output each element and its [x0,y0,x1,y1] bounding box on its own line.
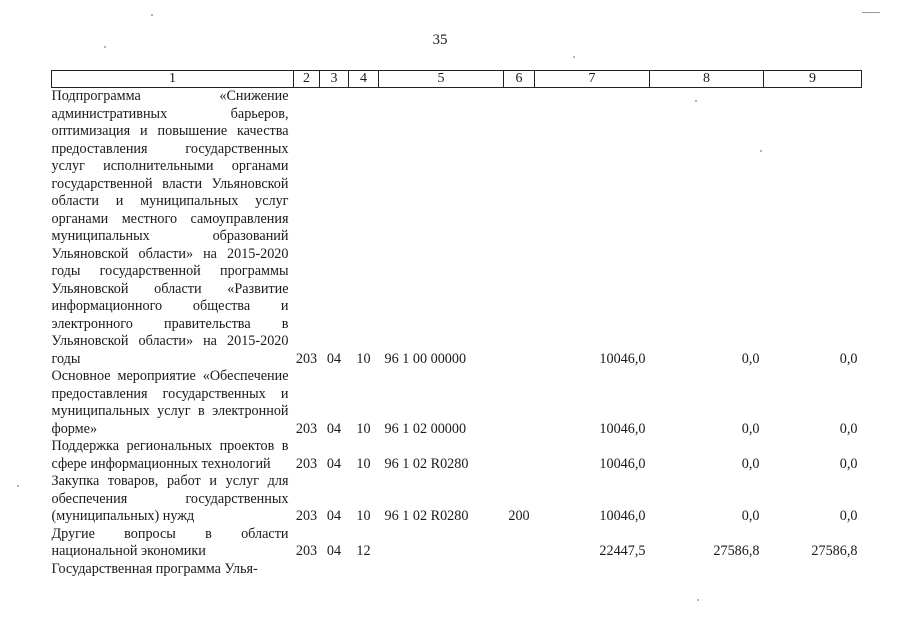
row-section [320,561,349,579]
row-sum-1: 10046,0 [599,420,646,437]
row-ved: 203 [295,420,318,437]
row-subsection [349,561,379,579]
column-header-sum-2: 8 [650,71,764,88]
table-row [52,561,862,579]
column-header-subsection: 4 [349,71,379,88]
row-expense-type [504,368,535,438]
row-sum-2: 27586,8 [713,543,760,559]
row-name: Поддержка региональных проектов в сфере информационных технологий [51,438,289,472]
column-header-name: 1 [52,71,294,88]
scan-speck [695,100,697,102]
row-ved: 203 [295,455,318,472]
table-row [52,473,862,526]
row-target-article [379,526,504,561]
row-sum-2 [650,561,764,579]
row-target-article: 96 1 02 R0280 [384,455,469,472]
budget-table [51,70,862,578]
row-sum-1: 22447,5 [599,543,646,559]
table-row [52,368,862,438]
scan-speck [862,12,880,13]
row-sum-1: 10046,0 [599,350,646,367]
page-number: 35 [432,32,448,48]
table-row [52,438,862,473]
row-sum-1: 10046,0 [599,508,646,524]
row-section: 04 [326,543,342,559]
row-sum-3: 0,0 [839,350,858,367]
row-expense-type [504,526,535,561]
column-header-ved: 2 [294,71,320,88]
row-sum-1 [535,561,650,579]
row-ved: 203 [295,350,318,367]
row-name: Основное мероприятие «Обеспечение предоставления государственных и муниципальных услуг в электронной форме» [51,368,289,437]
column-header-sum-1: 7 [535,71,650,88]
row-subsection: 10 [356,455,371,472]
column-header-expense-type: 6 [504,71,535,88]
row-ved: 203 [295,543,318,559]
column-header-section: 3 [320,71,349,88]
row-sum-3: 0,0 [839,455,858,472]
row-sum-2: 0,0 [741,420,760,437]
row-ved [294,561,320,579]
scan-speck [697,599,699,601]
row-section: 04 [326,455,342,472]
scan-speck [760,150,762,152]
row-ved: 203 [295,508,318,524]
row-name: Подпрограмма «Снижение административных барьеров, оптимизация и повышение качества предоставления государственных услуг исполнительными органами государственной власти Ульяновской области и муниципальных услуг органами местного самоуправления муниципальных образований Ульяновской области» на 2015-2020 годы государственной программы Ульяновской области «Развитие информационного общества и электронного правительства в Ульяновской области» на 2015-2020 годы [51,88,289,367]
row-subsection: 12 [356,543,371,559]
row-sum-3 [764,561,862,579]
row-subsection: 10 [356,350,371,367]
row-sum-1: 10046,0 [599,455,646,472]
row-target-article [379,561,504,579]
column-header-target-article: 5 [379,71,504,88]
scan-speck [104,46,106,48]
header-row [52,71,862,88]
row-expense-type [504,561,535,579]
row-section: 04 [326,350,342,367]
row-expense-type [504,88,535,369]
row-section: 04 [326,508,342,524]
row-sum-2: 0,0 [741,455,760,472]
row-target-article: 96 1 02 R0280 [384,508,469,524]
row-target-article: 96 1 02 00000 [384,420,467,437]
row-sum-3: 27586,8 [811,543,858,559]
row-name: Закупка товаров, работ и услуг для обеспечения государственных (муниципальных) нужд [51,473,289,524]
scan-speck [17,485,19,487]
row-sum-2: 0,0 [741,508,760,524]
row-subsection: 10 [356,420,371,437]
table-row [52,526,862,561]
row-sum-3: 0,0 [839,508,858,524]
row-target-article: 96 1 00 00000 [384,350,467,367]
row-section: 04 [326,420,342,437]
row-subsection: 10 [356,508,371,524]
scan-speck [151,14,153,16]
row-expense-type: 200 [508,508,530,524]
table-row [52,88,862,369]
row-sum-3: 0,0 [839,420,858,437]
scan-speck [573,56,575,58]
row-expense-type [504,438,535,473]
row-sum-2: 0,0 [741,350,760,367]
column-header-sum-3: 9 [764,71,862,88]
row-name: Государственная программа Улья- [51,560,258,577]
row-name: Другие вопросы в области национальной экономики [51,525,289,559]
